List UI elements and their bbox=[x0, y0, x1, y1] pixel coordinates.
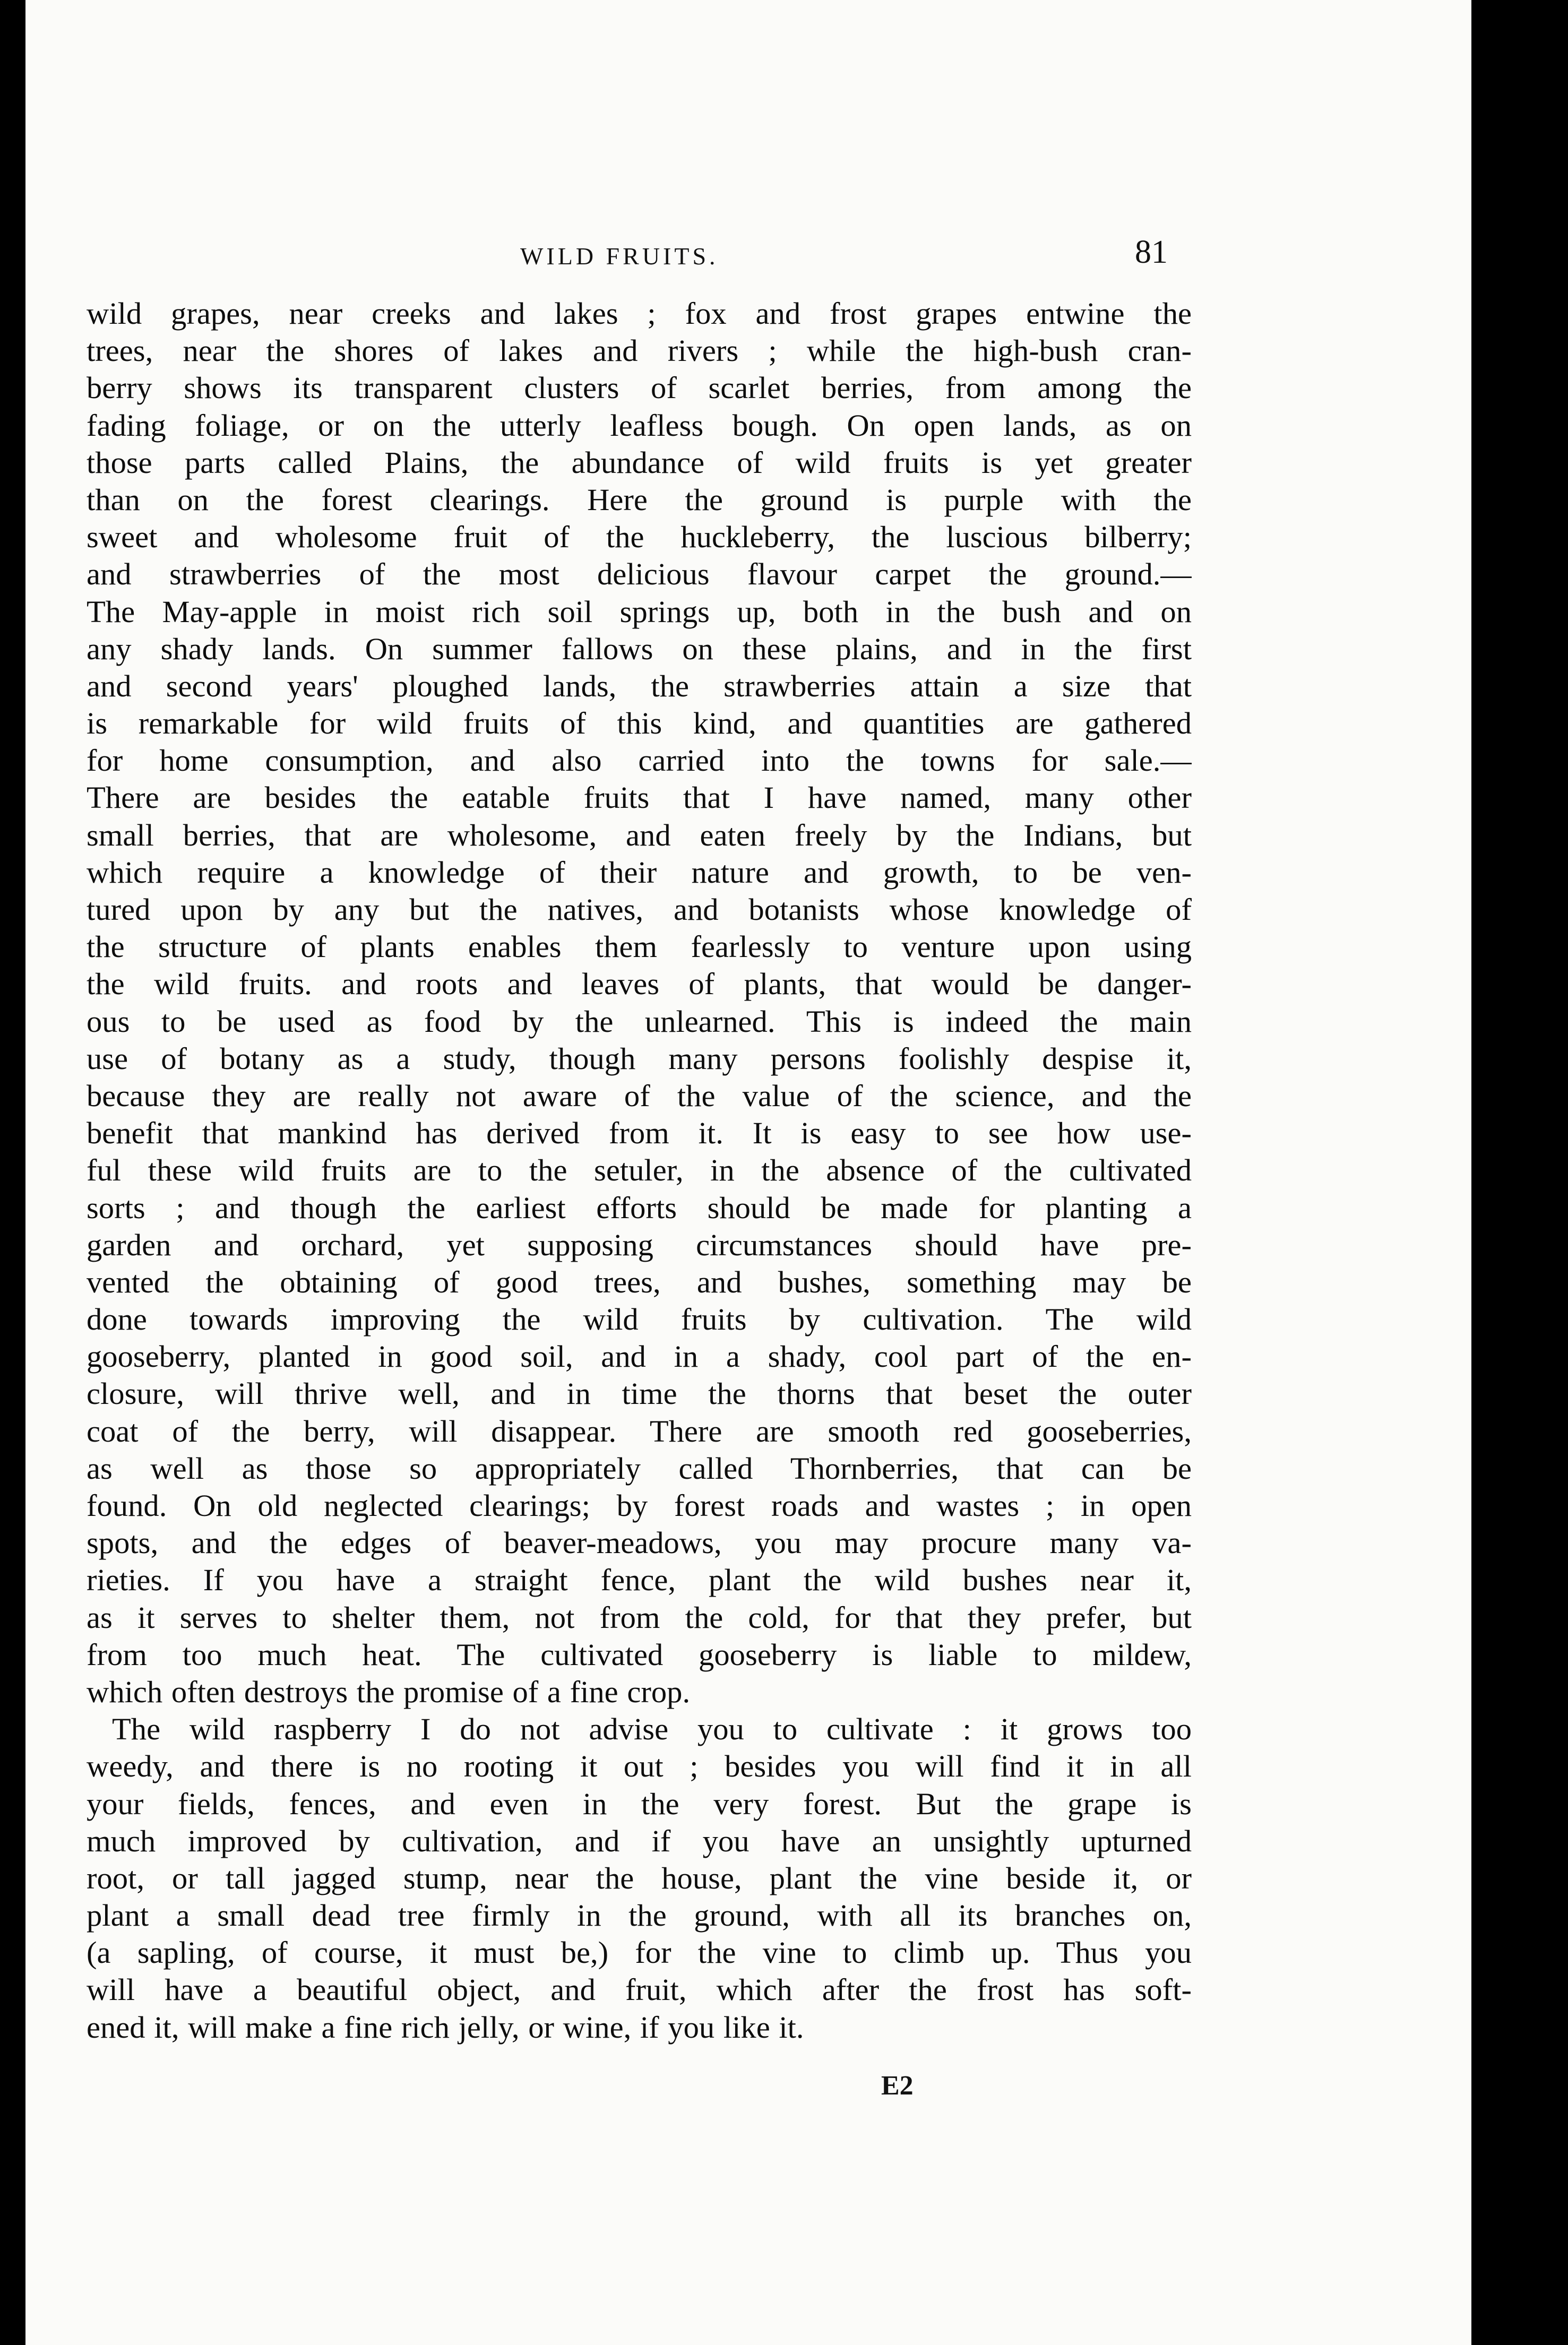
text-line: sorts ; and though the earliest efforts should be made for planting a bbox=[87, 1190, 1192, 1225]
text-line: weedy, and there is no rooting it out ; besides you will find it in all bbox=[87, 1749, 1192, 1784]
text-line: the structure of plants enables them fearlessly to venture upon using bbox=[87, 929, 1192, 964]
text-line: There are besides the eatable fruits that I have named, many other bbox=[87, 780, 1192, 815]
text-line: those parts called Plains, the abundance of wild fruits is yet greater bbox=[87, 445, 1192, 480]
text-line: wild grapes, near creeks and lakes ; fox and frost grapes entwine the bbox=[87, 296, 1192, 331]
text-line: closure, will thrive well, and in time the thorns that beset the outer bbox=[87, 1376, 1192, 1411]
text-line: and strawberries of the most delicious flavour carpet the ground.— bbox=[87, 557, 1192, 592]
text-line: as well as those so appropriately called Thornberries, that can be bbox=[87, 1451, 1192, 1486]
text-line: root, or tall jagged stump, near the house, plant the vine beside it, or bbox=[87, 1860, 1192, 1895]
text-line: berry shows its transparent clusters of scarlet berries, from among the bbox=[87, 370, 1192, 406]
text-line: The May-apple in moist rich soil springs up, both in the bush and on bbox=[87, 594, 1192, 629]
text-line: gooseberry, planted in good soil, and in a shady, cool part of the en- bbox=[87, 1339, 1192, 1374]
text-line: (a sapling, of course, it must be,) for the vine to climb up. Thus you bbox=[87, 1935, 1192, 1970]
text-line: which require a knowledge of their nature and growth, to be ven- bbox=[87, 855, 1192, 890]
text-line: sweet and wholesome fruit of the huckleberry, the luscious bilberry; bbox=[87, 520, 1192, 555]
text-line: fading foliage, or on the utterly leafless bough. On open lands, as on bbox=[87, 408, 1192, 443]
text-line: garden and orchard, yet supposing circumstances should have pre- bbox=[87, 1227, 1192, 1262]
text-line: coat of the berry, will disappear. There are smooth red gooseberries, bbox=[87, 1413, 1192, 1449]
text-line: the wild fruits. and roots and leaves of plants, that would be danger- bbox=[87, 967, 1192, 1002]
paragraph bbox=[87, 295, 1192, 1711]
paragraph bbox=[87, 1711, 1192, 2046]
text-line: ful these wild fruits are to the setuler, in the absence of the cultivated bbox=[87, 1153, 1192, 1188]
text-line: will have a beautiful object, and fruit, which after the frost has soft- bbox=[87, 1972, 1192, 2007]
text-line: your fields, fences, and even in the very forest. But the grape is bbox=[87, 1786, 1192, 1821]
text-line: tured upon by any but the natives, and botanists whose knowledge of bbox=[87, 892, 1192, 927]
text-line: ous to be used as food by the unlearned. This is indeed the main bbox=[87, 1004, 1192, 1039]
text-line: done towards improving the wild fruits by cultivation. The wild bbox=[87, 1302, 1192, 1337]
text-line: ened it, will make a fine rich jelly, or wine, if you like it. bbox=[87, 2010, 804, 2045]
text-line: and second years' ploughed lands, the strawberries attain a size that bbox=[87, 668, 1192, 703]
text-line: rieties. If you have a straight fence, plant the wild bushes near it, bbox=[87, 1563, 1192, 1598]
text-line: plant a small dead tree firmly in the ground, with all its branches on, bbox=[87, 1898, 1192, 1933]
text-line: as it serves to shelter them, not from the cold, for that they prefer, but bbox=[87, 1600, 1192, 1635]
text-line: from too much heat. The cultivated gooseberry is liable to mildew, bbox=[87, 1637, 1192, 1672]
text-line: vented the obtaining of good trees, and bushes, something may be bbox=[87, 1264, 1192, 1299]
text-line: for home consumption, and also carried into the towns for sale.— bbox=[87, 743, 1192, 778]
body-text bbox=[87, 295, 1192, 2046]
text-line: much improved by cultivation, and if you have an unsightly upturned bbox=[87, 1823, 1192, 1858]
text-line: is remarkable for wild fruits of this kind, and quantities are gathered bbox=[87, 706, 1192, 741]
text-line: benefit that mankind has derived from it. It is easy to see how use- bbox=[87, 1116, 1192, 1151]
running-head bbox=[58, 234, 1168, 276]
text-line: use of botany as a study, though many persons foolishly despise it, bbox=[87, 1041, 1192, 1076]
scan-right-border bbox=[1471, 0, 1568, 2345]
text-line: small berries, that are wholesome, and eaten freely by the Indians, but bbox=[87, 817, 1192, 852]
text-line: The wild raspberry I do not advise you to cultivate : it grows too bbox=[112, 1712, 1192, 1747]
text-line: which often destroys the promise of a fine crop. bbox=[87, 1674, 691, 1709]
text-line: than on the forest clearings. Here the ground is purple with the bbox=[87, 482, 1192, 517]
signature-mark: E2 bbox=[881, 2071, 914, 2101]
scan-left-border bbox=[0, 0, 25, 2345]
page-number: 81 bbox=[1135, 234, 1168, 270]
text-line: any shady lands. On summer fallows on these plains, and in the first bbox=[87, 631, 1192, 666]
running-head-title: WILD FRUITS. bbox=[520, 243, 719, 270]
text-line: found. On old neglected clearings; by forest roads and wastes ; in open bbox=[87, 1488, 1192, 1523]
text-line: spots, and the edges of beaver-meadows, you may procure many va- bbox=[87, 1525, 1192, 1561]
text-line: because they are really not aware of the value of the science, and the bbox=[87, 1078, 1192, 1113]
text-line: trees, near the shores of lakes and rivers ; while the high-bush cran- bbox=[87, 333, 1192, 368]
